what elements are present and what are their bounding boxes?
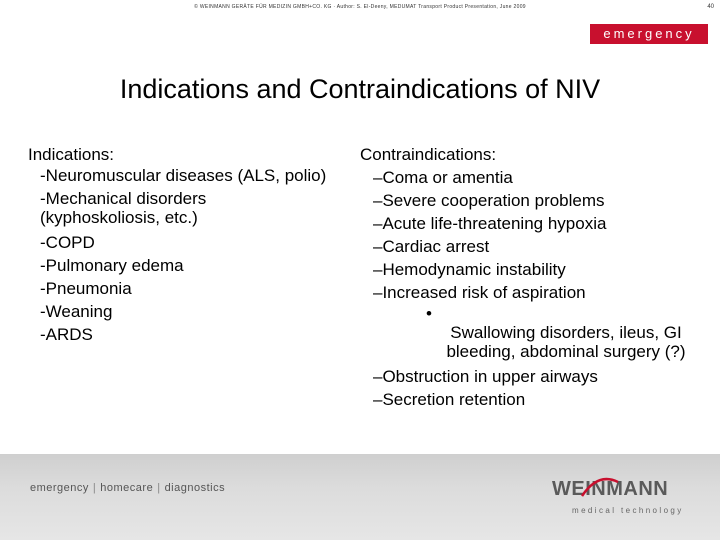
contraindication-item: –Secretion retention (373, 390, 526, 409)
indication-item: -Weaning (40, 302, 113, 321)
indication-item: -Pulmonary edema (40, 256, 184, 275)
indication-item: -ARDS (40, 325, 93, 344)
indications-column (28, 143, 328, 346)
contraindication-item: –Hemodynamic instability (373, 260, 566, 279)
bullet-icon: • (426, 304, 432, 323)
tagline-diagnostics: diagnostics (164, 482, 226, 494)
weinmann-logo (552, 474, 702, 524)
contraindication-subitem-text: Swallowing disorders, ileus, GI bleeding, abdominal surgery (?) (446, 323, 686, 361)
contraindication-item: –Severe cooperation problems (373, 191, 605, 210)
contraindication-item: –Coma or amentia (373, 168, 513, 187)
tagline-separator: | (92, 482, 97, 494)
contraindication-item: –Cardiac arrest (373, 237, 490, 256)
tagline-emergency: emergency (30, 482, 89, 494)
indication-item: -COPD (40, 233, 95, 252)
logo-wordmark: WEINMANN (552, 478, 669, 500)
emergency-tag: emergency (590, 24, 708, 44)
page-number: 40 (707, 4, 714, 10)
contraindications-column (360, 143, 710, 411)
slide-title: Indications and Contraindications of NIV (119, 74, 601, 104)
tagline-separator: | (157, 482, 161, 494)
contraindications-heading: Contraindications: (360, 145, 497, 164)
contraindication-item: –Obstruction in upper airways (373, 367, 598, 386)
indication-item: -Pneumonia (40, 279, 132, 298)
contraindication-subitem (360, 304, 710, 361)
logo-swoosh-icon (580, 476, 620, 502)
copyright-header: © WEINMANN GERÄTE FÜR MEDIZIN GMBH+CO. KG · Author: S. El-Deeny, MEDUMAT Transport Product Presentation, June 2009 (194, 4, 526, 10)
indication-item: -Mechanical disorders (kyphoskoliosis, etc.) (40, 189, 207, 227)
logo-subtitle: medical technology (572, 506, 684, 515)
footer-tagline (30, 482, 225, 494)
tagline-homecare: homecare (100, 482, 154, 494)
indications-heading: Indications: (28, 145, 114, 164)
indication-item: -Neuromuscular diseases (ALS, polio) (40, 166, 327, 185)
contraindication-item: –Increased risk of aspiration (373, 283, 586, 302)
contraindication-item: –Acute life-threatening hypoxia (373, 214, 607, 233)
footer-band (0, 454, 720, 540)
